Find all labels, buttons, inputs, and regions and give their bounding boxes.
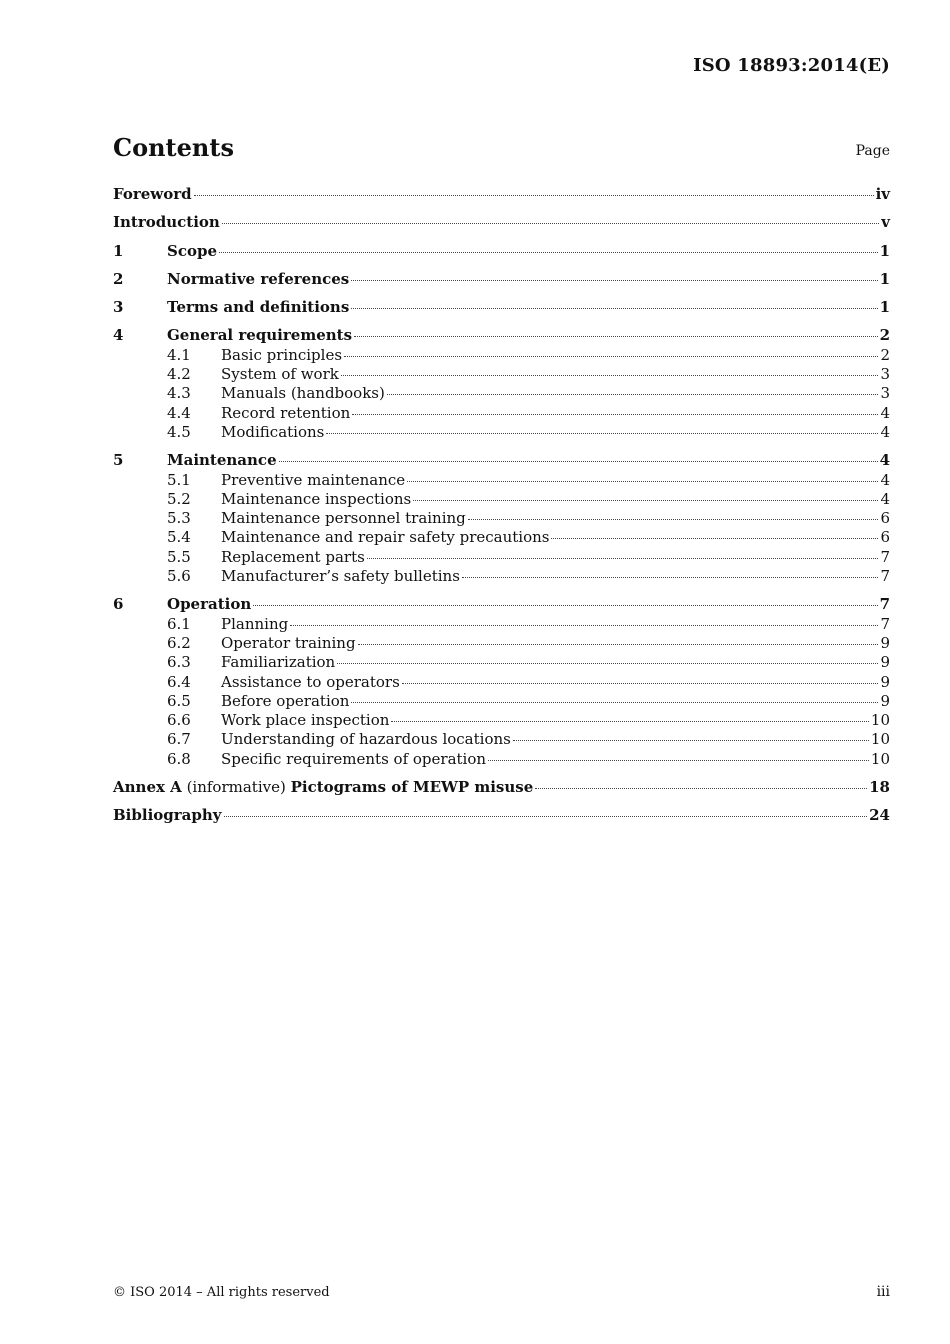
toc-entry-title (221, 615, 288, 634)
toc-entry[interactable] (113, 634, 890, 653)
toc-dot-leader (387, 394, 879, 395)
toc-entry-page: v (881, 213, 890, 232)
toc-entry-title-text: Understanding of hazardous locations (221, 730, 511, 749)
toc-dot-leader (462, 577, 879, 578)
toc-entry-page: 9 (880, 672, 890, 691)
toc-entry[interactable] (113, 346, 890, 365)
toc-dot-leader (290, 625, 878, 626)
toc-entry-title (113, 806, 222, 825)
toc-entry-title (167, 595, 251, 614)
toc-entry-title (113, 213, 220, 232)
toc-dot-leader (194, 195, 874, 196)
toc-entry-page: 4 (880, 470, 890, 489)
toc-entry-number: 6.8 (167, 749, 191, 768)
toc-entry-title (167, 270, 349, 289)
toc-entry-title-text: General requirements (167, 326, 353, 345)
toc-entry[interactable] (113, 730, 890, 749)
toc-entry-annex-type: (informative) (181, 778, 291, 797)
toc-entry[interactable] (113, 806, 890, 825)
toc-entry[interactable] (113, 567, 890, 586)
toc-entry-title-text: Maintenance inspections (221, 489, 412, 508)
toc-entry-title (221, 346, 342, 365)
toc-entry-title-text: Modifications (221, 422, 325, 441)
toc-entry-title (221, 404, 350, 423)
toc-entry-number: 5.4 (167, 528, 191, 547)
toc-entry-page: 10 (870, 730, 890, 749)
toc-entry-title-text: Maintenance and repair safety precautions (221, 528, 550, 547)
toc-dot-leader (351, 280, 877, 281)
toc-entry-title-text: Scope (167, 241, 218, 260)
toc-entry-page: 3 (880, 384, 890, 403)
toc-entry-page: 1 (879, 298, 890, 317)
toc-entry-page: 18 (869, 778, 890, 797)
toc-entry-number: 6 (113, 595, 124, 614)
toc-entry-title-text: Manuals (handbooks) (221, 384, 385, 403)
toc-entry-number: 5.1 (167, 470, 191, 489)
toc-entry-title (167, 451, 277, 470)
toc-entry[interactable] (113, 653, 890, 672)
toc-entry[interactable] (113, 490, 890, 509)
toc-entry-title (221, 528, 549, 547)
toc-entry-page: 1 (879, 269, 890, 288)
toc-dot-leader (351, 702, 878, 703)
toc-entry[interactable] (113, 778, 890, 797)
table-of-contents (113, 185, 890, 826)
toc-entry-number: 5.2 (167, 489, 191, 508)
toc-entry-title-text: Assistance to operators (221, 672, 400, 691)
toc-dot-leader (488, 760, 869, 761)
toc-entry-title-text: Specific requirements of operation (221, 749, 487, 768)
toc-entry-title (167, 298, 349, 317)
toc-entry-number: 3 (113, 298, 124, 317)
toc-entry-title (167, 242, 217, 261)
toc-entry-title (221, 730, 511, 749)
toc-entry-title-text: Replacement parts (221, 547, 365, 566)
toc-entry[interactable] (113, 615, 890, 634)
toc-entry[interactable] (113, 326, 890, 345)
toc-entry-title-text: Preventive maintenance (221, 470, 406, 489)
toc-entry[interactable] (113, 548, 890, 567)
toc-entry-title-text: Work place inspection (221, 711, 390, 730)
toc-dot-leader (279, 461, 878, 462)
toc-entry[interactable] (113, 528, 890, 547)
toc-entry-page: 10 (870, 749, 890, 768)
toc-entry-number: 4.3 (167, 384, 191, 403)
toc-entry-page: 3 (880, 365, 890, 384)
toc-entry-number: 2 (113, 269, 124, 288)
toc-entry-number: 6.1 (167, 614, 191, 633)
toc-entry[interactable] (113, 595, 890, 614)
toc-entry[interactable] (113, 692, 890, 711)
toc-entry-title (221, 490, 411, 509)
toc-entry-title-text: Maintenance personnel training (221, 509, 466, 528)
toc-entry-title (221, 423, 324, 442)
toc-entry-number: 5 (113, 451, 124, 470)
toc-entry-annex-title: Pictograms of MEWP misuse (290, 778, 534, 797)
toc-dot-leader (402, 683, 879, 684)
toc-dot-leader (341, 375, 879, 376)
toc-entry-page: 9 (880, 691, 890, 710)
toc-entry-page: 24 (869, 806, 890, 825)
toc-entry-title (221, 750, 486, 769)
footer-copyright: © ISO 2014 – All rights reserved (113, 1285, 330, 1300)
page-column-label: Page (855, 143, 890, 159)
toc-entry[interactable] (113, 365, 890, 384)
toc-entry-number: 5.3 (167, 509, 191, 528)
toc-entry-page: 4 (880, 403, 890, 422)
toc-dot-leader (468, 519, 879, 520)
toc-entry-title-text: Manufacturer’s safety bulletins (221, 567, 460, 586)
toc-entry-page: 6 (880, 509, 890, 528)
toc-entry-number: 4 (113, 326, 124, 345)
toc-entry[interactable] (113, 509, 890, 528)
toc-dot-leader (535, 788, 867, 789)
toc-entry-title (221, 653, 335, 672)
toc-entry-title-text: Annex A (113, 778, 182, 797)
toc-entry-number: 6.7 (167, 730, 191, 749)
toc-entry[interactable] (113, 471, 890, 490)
toc-entry[interactable] (113, 711, 890, 730)
toc-entry-title-text: System of work (221, 365, 339, 384)
toc-entry-number: 6.2 (167, 633, 191, 652)
toc-entry-title-text: Record retention (221, 403, 351, 422)
toc-entry-page: iv (875, 185, 890, 203)
toc-dot-leader (367, 558, 879, 559)
toc-entry-title-text: Terms and definitions (167, 298, 350, 317)
toc-entry-page: 2 (879, 326, 890, 345)
toc-entry-page: 7 (880, 547, 890, 566)
toc-entry-number: 4.2 (167, 365, 191, 384)
toc-entry[interactable] (113, 750, 890, 769)
toc-entry-title (221, 548, 365, 567)
toc-entry-number: 1 (113, 241, 124, 260)
toc-entry-title-text: Normative references (167, 269, 350, 288)
toc-entry-title (221, 711, 389, 730)
toc-entry-title (221, 692, 349, 711)
toc-entry-page: 4 (880, 489, 890, 508)
toc-dot-leader (358, 644, 879, 645)
toc-dot-leader (391, 721, 869, 722)
toc-entry-title (221, 673, 400, 692)
toc-dot-leader (222, 223, 879, 224)
toc-entry-number: 4.4 (167, 403, 191, 422)
toc-entry[interactable] (113, 423, 890, 442)
toc-entry-title-text: Basic principles (221, 345, 343, 364)
toc-entry-number: 5.5 (167, 547, 191, 566)
toc-entry[interactable] (113, 270, 890, 289)
toc-entry-title-text: Operation (167, 595, 252, 614)
toc-dot-leader (352, 414, 878, 415)
toc-dot-leader (337, 663, 878, 664)
toc-entry[interactable] (113, 242, 890, 261)
toc-dot-leader (219, 252, 878, 253)
toc-dot-leader (224, 816, 868, 817)
toc-entry-page: 10 (870, 711, 890, 730)
toc-entry-page: 1 (879, 241, 890, 260)
footer-page-number: iii (876, 1284, 890, 1300)
toc-entry-title-text: Maintenance (167, 451, 277, 470)
toc-entry-page: 9 (880, 633, 890, 652)
toc-entry-page: 4 (879, 451, 890, 470)
toc-entry-page: 7 (880, 567, 890, 586)
toc-dot-leader (407, 481, 878, 482)
toc-dot-leader (326, 433, 878, 434)
toc-entry[interactable] (113, 451, 890, 470)
toc-entry-title-text: Introduction (113, 213, 220, 232)
toc-entry[interactable] (113, 213, 890, 232)
toc-entry-title (113, 185, 192, 204)
toc-entry-number: 6.4 (167, 672, 191, 691)
toc-entry-title (167, 326, 352, 345)
toc-entry-title (221, 567, 460, 586)
toc-entry-number: 4.1 (167, 345, 191, 364)
toc-dot-leader (253, 605, 877, 606)
toc-dot-leader (551, 538, 878, 539)
toc-entry-page: 7 (879, 595, 890, 614)
toc-entry[interactable] (113, 673, 890, 692)
toc-entry[interactable] (113, 404, 890, 423)
toc-entry-number: 4.5 (167, 422, 191, 441)
toc-entry-page: 7 (880, 614, 890, 633)
toc-entry[interactable] (113, 384, 890, 403)
contents-title: Contents (113, 133, 234, 162)
toc-dot-leader (354, 336, 878, 337)
toc-dot-leader (413, 500, 878, 501)
toc-entry-title-text: Bibliography (113, 806, 222, 825)
toc-entry-page: 4 (880, 422, 890, 441)
toc-entry-title-text: Familiarization (221, 653, 336, 672)
toc-entry-number: 6.3 (167, 653, 191, 672)
toc-entry-title (221, 471, 405, 490)
toc-dot-leader (513, 740, 869, 741)
toc-entry-title-text: Before operation (221, 691, 350, 710)
toc-entry-title (221, 509, 466, 528)
toc-entry-title-text: Foreword (113, 185, 192, 203)
toc-entry-number: 6.6 (167, 711, 191, 730)
toc-entry-title (221, 634, 356, 653)
toc-entry-title (221, 384, 385, 403)
toc-entry-page: 6 (880, 528, 890, 547)
toc-entry-page: 2 (880, 345, 890, 364)
toc-entry-title (221, 365, 339, 384)
toc-entry-title (113, 778, 533, 797)
toc-entry-title-text: Operator training (221, 633, 356, 652)
toc-dot-leader (344, 356, 878, 357)
toc-entry[interactable] (113, 185, 890, 204)
toc-entry-page: 9 (880, 653, 890, 672)
toc-entry[interactable] (113, 298, 890, 317)
toc-entry-number: 6.5 (167, 691, 191, 710)
document-id: ISO 18893:2014(E) (693, 55, 890, 76)
toc-entry-number: 5.6 (167, 567, 191, 586)
toc-entry-title-text: Planning (221, 614, 289, 633)
toc-dot-leader (351, 308, 877, 309)
